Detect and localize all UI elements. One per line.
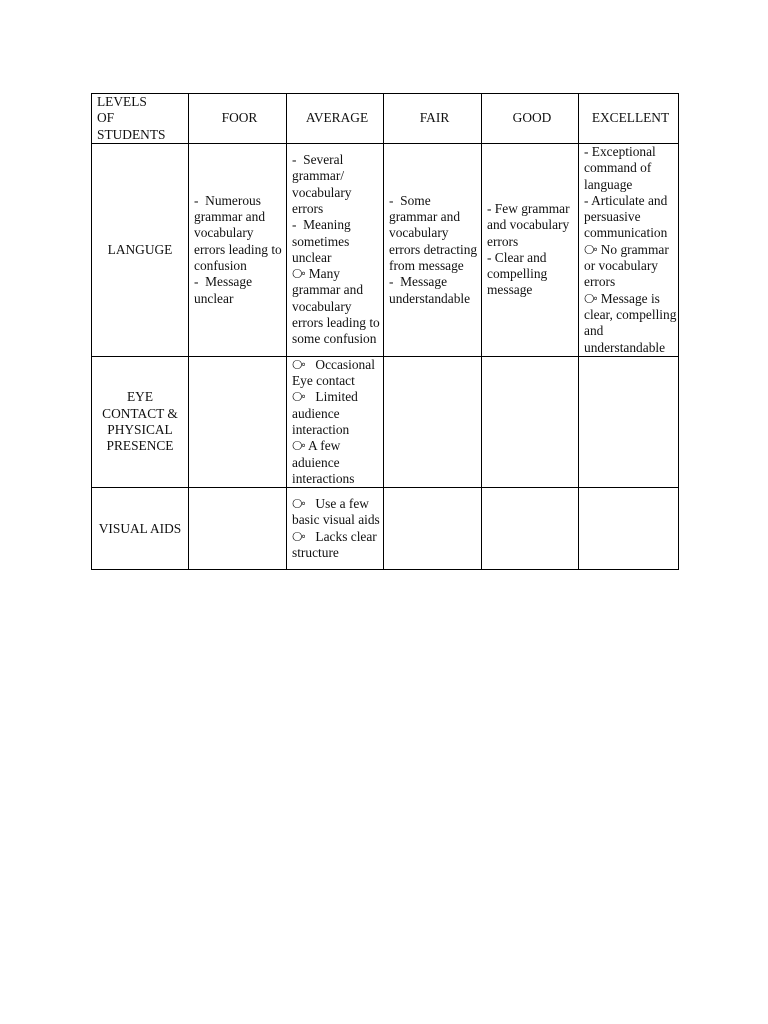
descriptor: - Some grammar and vocabulary errors detracting from message bbox=[389, 192, 481, 274]
descriptor: - Numerous grammar and vocabulary errors leading to confusion bbox=[194, 192, 286, 274]
rubric-table bbox=[91, 93, 679, 570]
descriptor: - Articulate and persuasive communication bbox=[584, 192, 671, 241]
descriptor: - Message understandable bbox=[389, 274, 471, 306]
level-header-average: AVERAGE bbox=[287, 94, 384, 144]
cell-language-average bbox=[287, 143, 384, 356]
header-row bbox=[92, 94, 679, 144]
descriptor: - Clear and compelling message bbox=[487, 249, 551, 298]
cell-language-excellent bbox=[579, 143, 679, 356]
cell-visual-aids-good bbox=[482, 488, 579, 570]
level-header-good: GOOD bbox=[482, 94, 579, 144]
descriptor: ⧂ Limited audience interaction bbox=[292, 389, 362, 438]
criterion-label-visual-aids: VISUAL AIDS bbox=[92, 488, 189, 570]
criterion-row-language bbox=[92, 143, 679, 356]
cell-eye-contact-good bbox=[482, 356, 579, 487]
descriptor: - Few grammar and vocabulary errors bbox=[487, 201, 573, 249]
descriptor: ⧂ Use a few basic visual aids bbox=[292, 496, 380, 528]
cell-eye-contact-foor bbox=[189, 356, 287, 487]
cell-visual-aids-fair bbox=[384, 488, 482, 570]
descriptor: - Meaning sometimes unclear bbox=[292, 217, 355, 265]
criterion-row-eye-contact bbox=[92, 356, 679, 487]
criterion-label-language: LANGUGE bbox=[92, 143, 189, 356]
criterion-row-visual-aids bbox=[92, 488, 679, 570]
level-header-excellent: EXCELLENT bbox=[579, 94, 679, 144]
descriptor: ⧂ A few aduience interactions bbox=[292, 438, 355, 486]
cell-language-fair bbox=[384, 143, 482, 356]
cell-visual-aids-average bbox=[287, 488, 384, 570]
descriptor: ⧂ No grammar or vocabulary errors bbox=[584, 241, 673, 290]
descriptor: - Several grammar/ vocabulary errors bbox=[292, 152, 355, 216]
descriptor: ⧂ Many grammar and vocabulary errors leading to some confusion bbox=[292, 266, 384, 347]
cell-language-good bbox=[482, 143, 579, 356]
criterion-label-eye-contact: EYE CONTACT & PHYSICAL PRESENCE bbox=[92, 356, 189, 487]
corner-header-cell bbox=[92, 94, 189, 144]
cell-language-foor bbox=[189, 143, 287, 356]
descriptor: ⧂ Message is clear, compelling and understandable bbox=[584, 290, 680, 355]
descriptor: - Exceptional command of language bbox=[584, 143, 660, 192]
descriptor: ⧂ Lacks clear structure bbox=[292, 528, 381, 561]
corner-header-text: LEVELS OF STUDENTS bbox=[97, 94, 166, 142]
level-header-foor: FOOR bbox=[189, 94, 287, 144]
cell-eye-contact-average bbox=[287, 356, 384, 487]
descriptor: - Message unclear bbox=[194, 274, 256, 306]
level-header-fair: FAIR bbox=[384, 94, 482, 144]
cell-visual-aids-foor bbox=[189, 488, 287, 570]
cell-eye-contact-excellent bbox=[579, 356, 679, 487]
cell-visual-aids-excellent bbox=[579, 488, 679, 570]
descriptor: ⧂ Occasional Eye contact bbox=[292, 356, 379, 389]
cell-eye-contact-fair bbox=[384, 356, 482, 487]
